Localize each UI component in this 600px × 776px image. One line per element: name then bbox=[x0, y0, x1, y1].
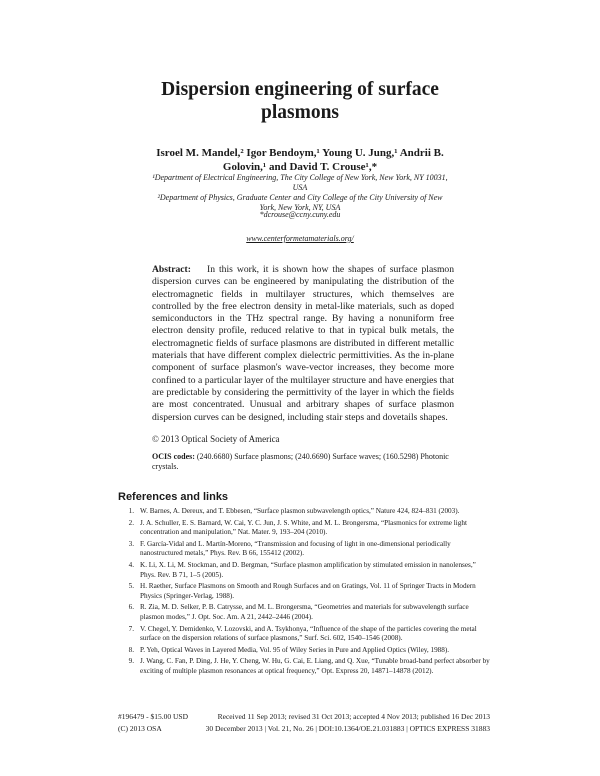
reference-number: 8. bbox=[128, 645, 134, 654]
footer-row-2 bbox=[118, 724, 490, 733]
affiliation-2-line-1: ²Department of Physics, Graduate Center and City College of the City University of New bbox=[157, 193, 443, 202]
reference-number: 2. bbox=[128, 518, 134, 527]
reference-number: 6. bbox=[128, 603, 134, 612]
reference-item bbox=[118, 646, 490, 656]
publication-dates: Received 11 Sep 2013; revised 31 Oct 2013; accepted 4 Nov 2013; published 16 Dec 2013 bbox=[217, 712, 490, 721]
reference-number: 7. bbox=[128, 624, 134, 633]
ocis-codes bbox=[152, 452, 454, 472]
reference-text: P. Yeh, Optical Waves in Layered Media, Vol. 95 of Wiley Series in Pure and Applied Optics (Wiley, 1988). bbox=[140, 645, 450, 654]
reference-text: J. Wang, C. Fan, P. Ding, J. He, Y. Cheng, W. Hu, G. Cai, E. Liang, and Q. Xue, “Tunable broad-band perfect absorber by exciting of multiple plasmon resonances at optical frequency,” Opt. Express 20, 14871–14878 (2012). bbox=[140, 657, 490, 675]
reference-item bbox=[118, 603, 490, 622]
website-link[interactable]: www.centerformetamaterials.org/ bbox=[246, 234, 354, 243]
title-line-2: plasmons bbox=[260, 102, 340, 123]
affiliation-1-line-1: ¹Department of Electrical Engineering, The City College of New York, New York, NY 10031, bbox=[152, 173, 448, 182]
corresponding-email[interactable]: *dcrouse@ccny.cuny.edu bbox=[259, 210, 341, 219]
reference-text: F. García-Vidal and L. Martín-Moreno, “Transmission and focusing of light in one-dimensional periodically nanostructured metals,” Phys. Rev. B 66, 155412 (2002). bbox=[140, 539, 451, 558]
authors-line-1: Isroel M. Mandel,² Igor Bendoym,¹ Young U. Jung,¹ Andrii B. bbox=[156, 147, 444, 159]
abstract-label: Abstract: bbox=[152, 264, 191, 275]
reference-item bbox=[118, 540, 490, 559]
paper-title bbox=[100, 78, 500, 124]
reference-item bbox=[118, 582, 490, 601]
reference-number: 5. bbox=[128, 582, 134, 591]
reference-number: 1. bbox=[128, 507, 134, 515]
reference-number: 4. bbox=[128, 560, 134, 569]
osa-copyright: (C) 2013 OSA bbox=[118, 724, 162, 733]
copyright-notice: © 2013 Optical Society of America bbox=[152, 434, 280, 444]
ocis-label: OCIS codes: bbox=[152, 452, 195, 461]
reference-text: V. Chegel, Y. Demidenko, V. Lozovski, and A. Tsykhonya, “Influence of the shape of the particles covering the metal surface on the dispersion relations of surface plasmons,” Surf. Sci. 602, 1540–1546 (2008). bbox=[140, 624, 477, 643]
reference-text: K. Li, X. Li, M. Stockman, and D. Bergman, “Surface plasmon amplification by stimulated emission in nanolenses,” Phys. Rev. B 71, 1–5 (2005). bbox=[140, 560, 476, 579]
title-line-1: Dispersion engineering of surface bbox=[161, 79, 439, 100]
reference-text: J. A. Schuller, E. S. Barnard, W. Cai, Y. C. Jun, J. S. White, and M. L. Brongersma, “Plasmonics for extreme light concentration and manipulation,” Nat. Mater. 9, 193–204 (2010). bbox=[140, 518, 467, 537]
reference-text: W. Barnes, A. Dereux, and T. Ebbesen, “Surface plasmon subwavelength optics,” Nature 424, 824–831 (2003). bbox=[140, 507, 460, 515]
ocis-text: (240.6680) Surface plasmons; (240.6690) Surface waves; (160.5298) Photonic crystals. bbox=[152, 452, 449, 471]
reference-item bbox=[118, 657, 490, 676]
manuscript-price: #196479 - $15.00 USD bbox=[118, 712, 189, 721]
footer-row-1 bbox=[118, 712, 490, 721]
references-heading: References and links bbox=[118, 491, 229, 503]
reference-item bbox=[118, 625, 490, 644]
abstract-text: In this work, it is shown how the shapes of surface plasmon dispersion curves can be engineered by manipulating the distribution of the electromagnetic fields in multilayer structures, which themselves are controlled by the free electron density in metal-like materials, such as doped semiconductors in the THz spectral range. By having a nonuniform free electron density profile, reduced relative to that in typical bulk metals, the electromagnetic fields of surface plasmons are distributed in different metallic materials that have different complex dielectric permittivities. As the in-plane component of surface plasmon's wave-vector increases, they become more confined to a particular layer of the multilayer structure and have energies that are predictable by considering the permittivity of the layer in which the fields are most concentrated. Unusual and arbitrary shapes of surface plasmon dispersion curves can be designed, including stair steps and dovetails shapes. bbox=[152, 264, 455, 423]
affiliation-1-line-2: USA bbox=[292, 183, 308, 192]
reference-number: 9. bbox=[128, 657, 134, 666]
abstract bbox=[152, 264, 454, 424]
affiliation-1 bbox=[140, 173, 460, 193]
authors-line-2: Golovin,¹ and David T. Crouse¹,* bbox=[222, 161, 378, 173]
author-list bbox=[130, 146, 470, 174]
reference-number: 3. bbox=[128, 539, 134, 548]
journal-citation: 30 December 2013 | Vol. 21, No. 26 | DOI:10.1364/OE.21.031883 | OPTICS EXPRESS 31883 bbox=[205, 724, 490, 733]
reference-item bbox=[118, 507, 490, 517]
reference-text: H. Raether, Surface Plasmons on Smooth and Rough Surfaces and on Gratings, Vol. 11 of Springer Tracts in Modern Physics (Springer-Verlag, 1988). bbox=[140, 582, 476, 600]
reference-item bbox=[118, 561, 490, 580]
reference-item bbox=[118, 519, 490, 538]
reference-text: R. Zia, M. D. Selker, P. B. Catrysse, and M. L. Brongersma, “Geometries and materials for subwavelength surface plasmon modes,” J. Opt. Soc. Am. A 21, 2442–2446 (2004). bbox=[140, 603, 469, 621]
affiliation-2-line-2: York, New York, NY, USA bbox=[259, 203, 341, 212]
reference-list bbox=[118, 507, 490, 679]
